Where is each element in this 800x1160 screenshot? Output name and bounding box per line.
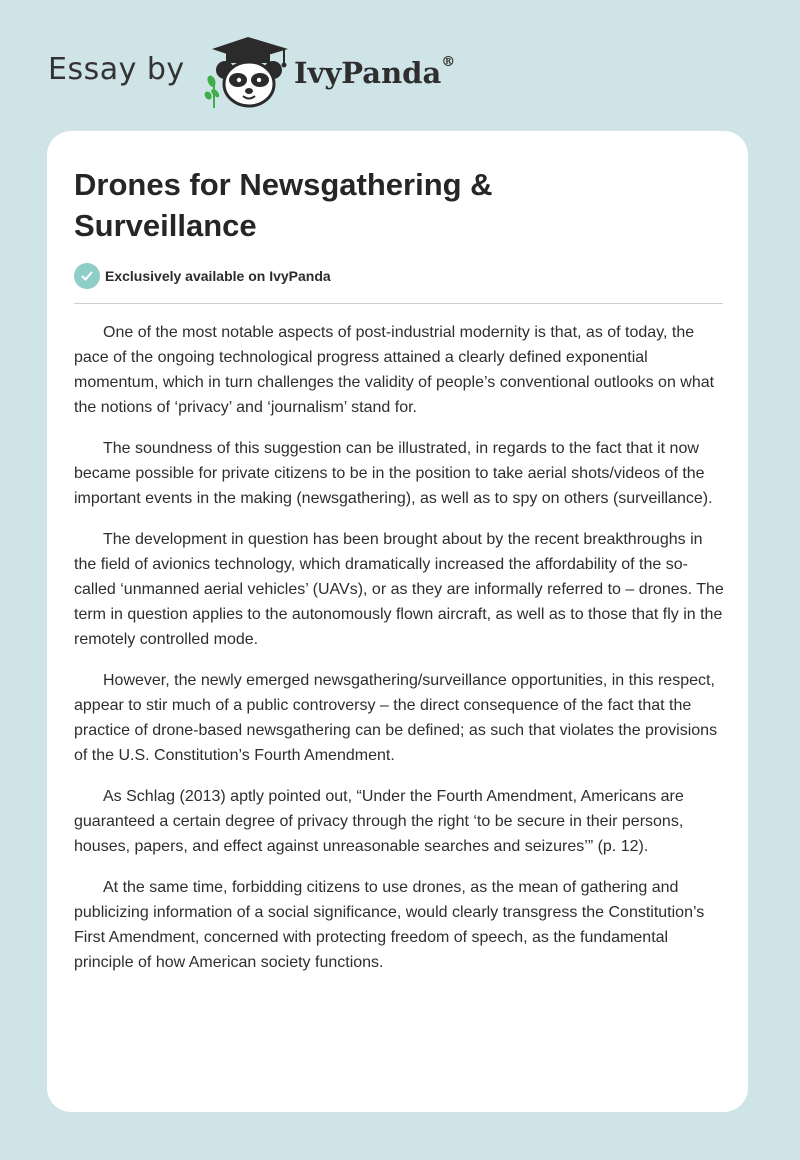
paragraph: The soundness of this suggestion can be illustrated, in regards to the fact that it now became possible for private citizens to be in the position to take aerial shots/videos of the important events in the making (newsgathering), as well as to spy on others (surveillance). <box>74 440 713 507</box>
registered-mark: ® <box>441 54 456 70</box>
exclusive-badge <box>74 263 331 289</box>
title-line-1: Drones for Newsgathering & <box>74 167 493 202</box>
paragraph: At the same time, forbidding citizens to use drones, as the mean of gathering and publicizing information of a social significance, would clearly transgress the Constitution’s First Amendment, concerned with protecting freedom of speech, as the fundamental principle of how American society functions. <box>74 879 705 971</box>
brand-name-text: IvyPanda <box>294 56 442 90</box>
panda-graduate-icon <box>202 34 294 110</box>
essay-body <box>74 320 725 991</box>
title-line-2: Surveillance <box>74 208 257 243</box>
site-header <box>48 30 608 110</box>
badge-label: Exclusively available on IvyPanda <box>105 268 331 284</box>
paragraph: One of the most notable aspects of post-industrial modernity is that, as of today, the pace of the ongoing technological progress attained a clearly defined exponential momentum, which in turn challenges the validity of people’s conventional outlooks on what the notions of ‘privacy’ and ‘journalism’ stand for. <box>74 324 715 416</box>
essay-card <box>47 131 748 1112</box>
essay-by-label: Essay by <box>48 52 185 87</box>
divider <box>74 303 723 304</box>
paragraph: As Schlag (2013) aptly pointed out, “Under the Fourth Amendment, Americans are guaranteed a certain degree of privacy through the right ‘to be secure in their persons, houses, papers, and effect against unreasonable searches and seizures’” (p. 12). <box>74 788 684 855</box>
brand-name <box>294 56 455 90</box>
checkmark-icon <box>74 263 100 289</box>
essay-title <box>74 164 634 246</box>
paragraph: However, the newly emerged newsgathering/surveillance opportunities, in this respect, appear to stir much of a public controversy – the direct consequence of the fact that the practice of drone-based newsgathering can be defined; as such that violates the provisions of the U.S. Constitution’s Fourth Amendment. <box>74 672 718 764</box>
paragraph: The development in question has been brought about by the recent breakthroughs in the field of avionics technology, which dramatically increased the affordability of the so-called ‘unmanned aerial vehicles’ (UAVs), or as they are informally referred to – drones. The term in question applies to the autonomously flown aircraft, as well as to those that fly in the remotely controlled mode. <box>74 531 724 648</box>
